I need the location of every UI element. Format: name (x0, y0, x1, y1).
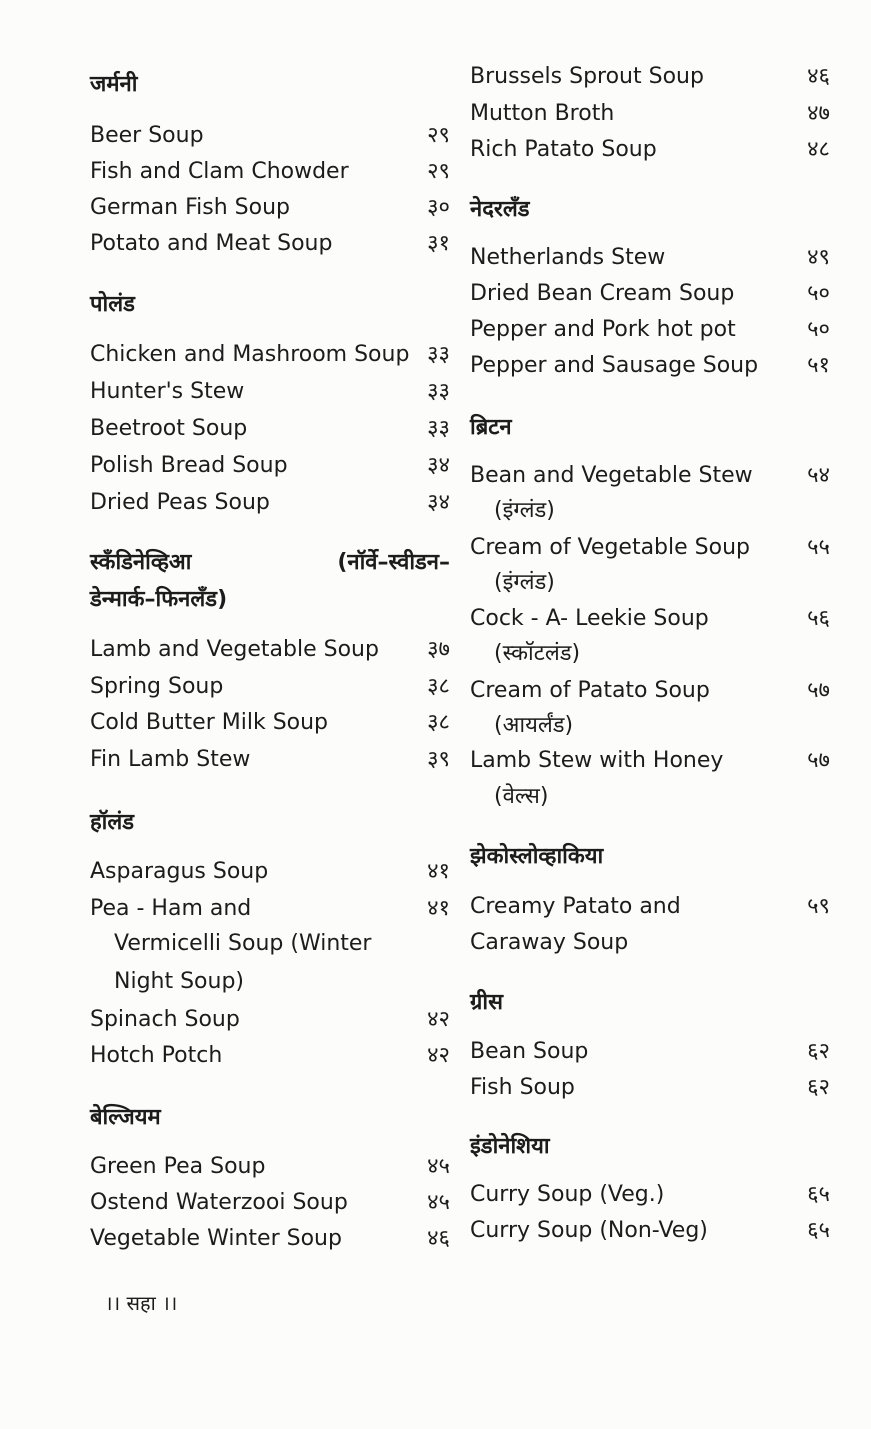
section-heading-indonesia: इंडोनेशिया (470, 1134, 550, 1159)
list-item-continuation: Night Soup) (114, 969, 245, 994)
list-item-region: (आयर्लंड) (494, 713, 574, 738)
list-item-region: (वेल्स) (494, 784, 549, 809)
section-heading-greece: ग्रीस (470, 990, 503, 1015)
section-heading-scandinavia-line2: डेन्मार्क–फिनलँड) (90, 587, 228, 612)
list-item-region: (इंग्लंड) (494, 498, 555, 523)
section-heading-scandinavia: स्कँडिनेव्हिआ (90, 550, 192, 575)
section-heading-scandinavia-countries: (नॉर्वे–स्वीडन– (337, 550, 450, 575)
section-heading-netherlands: नेदरलँड (470, 197, 530, 222)
section-heading-britain: ब्रिटन (470, 415, 512, 440)
page-number: ।। सहा ।। (105, 1291, 178, 1315)
list-item-continuation: Vermicelli Soup (Winter (114, 931, 372, 956)
section-heading-holland: हॉलंड (90, 810, 135, 835)
section-heading-czechoslovakia: झेकोस्लोव्हाकिया (470, 844, 604, 869)
section-heading-germany: जर्मनी (90, 72, 138, 97)
section-heading-belgium: बेल्जियम (90, 1105, 161, 1130)
list-item-region: (इंग्लंड) (494, 570, 555, 595)
list-item-region: (स्कॉटलंड) (494, 641, 581, 666)
section-heading-poland: पोलंड (90, 292, 135, 317)
book-page: जर्मनी Beer Soup २९ Fish and Clam Chowder २९ German Fish Soup ३० Potato and Meat Soup ३१ पोलंड Chicken and Mashroom Soup ३३ Hunter's Stew ३३ Beetroot Soup ३३ Polish Bread Soup ३४ Dried Peas Soup ३४ स्कँडिनेव्हिआ (नॉर्वे–स्वीडन– डेन्मार्क–फिनलँड) Lamb and Vegetable Soup ३७ Spring Soup ३८ Cold Butter Milk Soup ३८ Fin Lamb Stew ३९ हॉलंड Asparagus Soup ४१ Pea - Ham and ४१ Vermicelli Soup (Winter Night Soup) Spinach Soup ४२ Hotch Potch ४२ बेल्जियम Green Pea Soup ४५ Ostend Waterzooi Soup ४५ Vegetable Winter Soup ४६ Brussels Sprout Soup ४६ Mutton Broth ४७ Rich Patato Soup ४८ नेदरलँड Netherlands Stew ४९ Dried Bean Cream Soup ५० Pepper and Pork hot pot ५० Pepper and Sausage Soup ५१ ब्रिटन Bean and Vegetable Stew ५४ (इंग्लंड) Cream of Vegetable Soup ५५ (इंग्लंड) Cock - A- Leekie Soup ५६ (स्कॉटलंड) Cream of Patato Soup ५७ (आयर्लंड) Lamb Stew with Honey ५७ (वेल्स) झेकोस्लोव्हाकिया Creamy Patato and ५९ Caraway Soup ग्रीस Bean Soup ६२ Fish Soup ६२ इंडोनेशिया Curry Soup (Veg.) ६५ Curry Soup (Non-Veg) ६५ ।। सहा ।। (90, 64, 830, 1315)
